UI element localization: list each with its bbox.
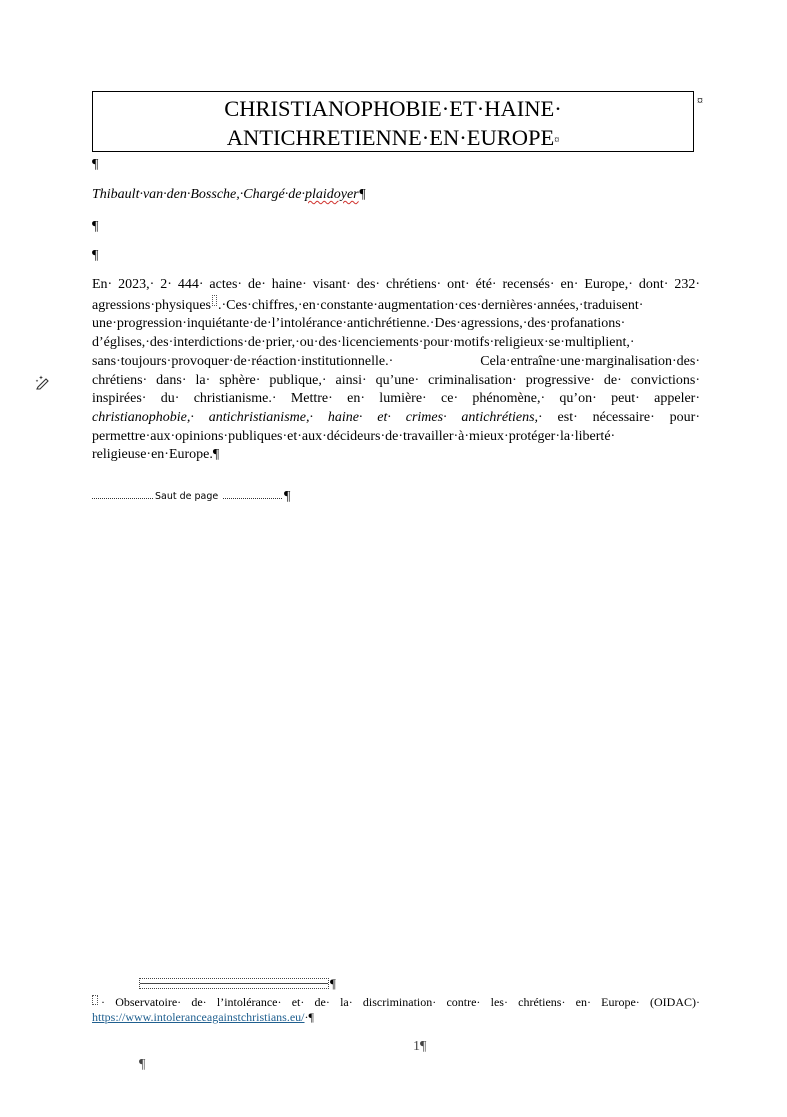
body-line: christianophobie,· antichristianisme,· haine· et· crimes· antichrétiens,· est· nécessaire· pour· [92, 409, 700, 425]
body-paragraph[interactable] [92, 276, 700, 465]
spelling-error-word[interactable]: plaidoyer [304, 187, 359, 202]
body-line: agressions·physiques .·Ces·chiffres,·en·constante·augmentation·ces·dernières·années,·traduisent· [92, 295, 700, 316]
footnote-separator [139, 978, 329, 989]
footnote-reference[interactable] [212, 295, 217, 306]
cell-end-mark: ¤ [554, 135, 560, 146]
body-line: permettre·aux·opinions·publiques·et·aux·décideurs·de·travailler·à·mieux·protéger·la·liberté· [92, 428, 616, 444]
footnote-number [92, 995, 98, 1005]
body-line: En· 2023,· 2· 444· actes· de· haine· visant· des· chrétiens· ont· été· recensés· en· Europe,· dont· 232· [92, 277, 700, 292]
footnote-line-2: https://www.intoleranceagainstchristians.eu/·¶ [92, 1010, 314, 1024]
body-line: d’églises,·des·interdictions·de·prier,·ou·des·licenciements·pour·motifs·religieux·se·multiplient,· [92, 335, 635, 351]
page-break-dots [92, 498, 153, 499]
page-break-dots [223, 498, 282, 499]
title-line-2: ANTICHRETIENNE·EN·EUROPE¤ [226, 125, 560, 150]
empty-paragraph-mark: ¶ [92, 248, 99, 263]
empty-paragraph-mark: ¶ [139, 1057, 146, 1072]
footnote-link[interactable]: https://www.intoleranceagainstchristians.eu/ [92, 1010, 305, 1024]
body-line: chrétiens· dans· la· sphère· publique,· ainsi· qu’une· criminalisation· progressive· de· convictions· [92, 372, 700, 388]
author-line[interactable]: Thibault·van·den·Bossche,·Chargé·de·plaidoyer¶ [92, 187, 366, 202]
empty-paragraph-mark: ¶ [92, 157, 99, 172]
body-line: sans·toujours·provoquer·de·réaction·institutionnelle.· Cela·entraîne·une·marginalisation·des· [92, 353, 700, 369]
page-break-label: Saut de page [155, 491, 219, 502]
body-line: une·progression·inquiétante·de·l’intolérance·antichrétienne.·Des·agressions,·des·profanations· [92, 316, 626, 332]
italic-terms: christianophobie,· antichristianisme,· haine· et· crimes· antichrétiens, [92, 409, 539, 425]
footnote-line: · Observatoire· de· l’intolérance· et· de· la· discrimination· contre· les· chrétiens· en· Europe· (OIDAC)· [92, 995, 700, 1010]
body-line: inspirées· du· christianisme.· Mettre· en· lumière· ce· phénomène,· qu’on· peut· appeler· [92, 391, 700, 407]
empty-paragraph-mark: ¶ [92, 219, 99, 234]
page-break-paragraph-mark: ¶ [284, 489, 291, 504]
magic-pen-icon[interactable] [35, 374, 51, 390]
title-table-cell[interactable] [92, 91, 694, 152]
footnote-text[interactable] [92, 995, 700, 1025]
body-line: religieuse·en·Europe.¶ [92, 447, 220, 463]
page-break-marker[interactable] [92, 489, 292, 505]
row-end-mark: ¤ [697, 93, 703, 107]
page-number: 1¶ [413, 1039, 427, 1054]
footnote-separator-mark: ¶ [330, 976, 336, 991]
title-line-1: CHRISTIANOPHOBIE·ET·HAINE· [224, 96, 562, 121]
